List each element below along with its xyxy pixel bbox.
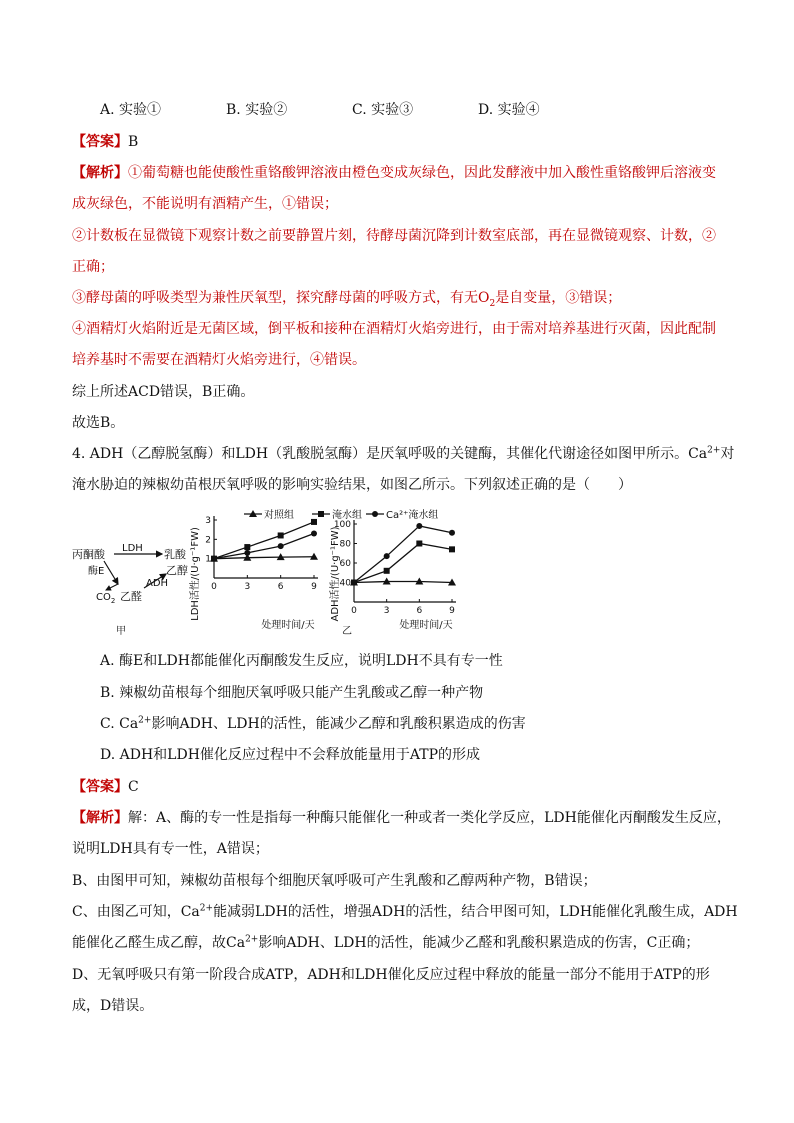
x-tick-label: 9: [449, 606, 455, 616]
q3-analysis-line: ②计数板在显微镜下观察计数之前要静置片刻，待酵母菌沉降到计数室底部，再在显微镜观察、计数，②: [72, 228, 716, 244]
q4-stem-line: 淹水胁迫的辣椒幼苗根厌氧呼吸的影响实验结果，如图乙所示。下列叙述正确的是（ ）: [72, 477, 632, 493]
y-tick-label: 1: [205, 554, 211, 565]
data-point: [311, 519, 317, 525]
x-tick-label: 9: [311, 582, 317, 592]
ldh-enzyme-label: LDH: [122, 543, 143, 554]
enzyme-e-label: 酶E: [88, 566, 105, 577]
x-tick-label: 0: [211, 582, 217, 592]
q4-option-c: [100, 714, 526, 734]
co2-label: $CO_2$: [96, 592, 116, 605]
y-tick-label: 3: [205, 516, 211, 526]
adh-x-axis-label: 处理时间/天: [399, 620, 453, 631]
q3-option-d: D. 实验④: [478, 102, 540, 118]
y-tick-label: 80: [339, 539, 351, 550]
ca-superscript: 2+: [199, 903, 214, 914]
series-line: [354, 582, 452, 583]
q4-stem-text: 对: [720, 446, 735, 462]
q3-analysis-line: 正确；: [72, 259, 114, 275]
data-point: [384, 553, 390, 559]
answer-label: 【答案】: [72, 779, 128, 795]
data-point: [449, 546, 455, 552]
y-tick-label: 100: [333, 520, 351, 530]
o2-subscript: 2: [489, 298, 496, 309]
data-point: [278, 543, 284, 549]
legend-item-ca-flooded: [366, 508, 438, 521]
q3-summary: 综上所述ACD错误，B正确。: [72, 384, 255, 400]
q4-option-b: B. 辣椒幼苗根每个细胞厌氧呼吸只能产生乳酸或乙醇一种产物: [100, 685, 484, 701]
q4-analysis-text: 能催化乙醛生成乙醇，故Ca: [72, 935, 246, 951]
ldh-x-axis-label: 处理时间/天: [261, 620, 315, 631]
data-point: [449, 530, 455, 536]
data-point: [311, 531, 317, 537]
q3-option-b: B. 实验②: [226, 102, 288, 118]
q3-answer: [72, 132, 138, 152]
x-tick-label: 3: [383, 606, 390, 616]
q4-analysis-line: 成，D错误。: [72, 998, 154, 1014]
ldh-y-axis-label: LDH活性/(U·g⁻¹FW): [190, 527, 201, 621]
y-tick-label: 60: [339, 559, 351, 569]
q4-answer-value: C: [128, 779, 139, 795]
x-tick-label: 0: [351, 606, 357, 616]
q3-analysis-line: [72, 288, 621, 308]
q4-stem-line: [72, 444, 734, 464]
acetaldehyde-label: 乙醛: [120, 590, 142, 603]
q3-analysis-line: 培养基时不需要在酒精灯火焰旁进行，④错误。: [72, 352, 366, 368]
lactate-label: 乳酸: [164, 548, 186, 561]
q3-option-a: A. 实验①: [100, 102, 162, 118]
ca-superscript: 2+: [707, 445, 721, 456]
legend-label: 淹水组: [332, 510, 362, 521]
legend-label: 对照组: [264, 510, 294, 521]
q4-figure: [66, 506, 486, 636]
q3-analysis-text: ①葡萄糖也能使酸性重铬酸钾溶液由橙色变成灰绿色，因此发酵液中加入酸性重铬酸钾后溶液变: [128, 165, 716, 181]
ca-superscript: 2+: [245, 934, 259, 945]
q4-option-d: D. ADH和LDH催化反应过程中不会释放能量用于ATP的形成: [100, 747, 481, 763]
panel-a-label: 甲: [116, 626, 126, 636]
q4-analysis-line: [72, 808, 731, 828]
q3-answer-value: B: [128, 134, 139, 150]
q4-analysis-line: B、由图甲可知，辣椒幼苗根每个细胞厌氧呼吸可产生乳酸和乙醇两种产物，B错误；: [72, 873, 597, 889]
x-tick-label: 3: [244, 582, 251, 592]
data-point: [384, 568, 390, 574]
pathway-diagram: [72, 543, 188, 636]
y-tick-label: 2: [205, 535, 211, 546]
q3-conclusion: 故选B。: [72, 415, 125, 431]
enzyme-e-arrow: [104, 561, 118, 584]
q3-option-c: C. 实验③: [352, 102, 414, 118]
ca-superscript: 2+: [138, 715, 152, 726]
data-point: [416, 541, 422, 547]
q3-analysis-line: [72, 163, 716, 183]
q3-analysis-text: 是自变量，③错误；: [495, 290, 622, 306]
q3-analysis-line: 成灰绿色，不能说明有酒精产生，①错误；: [72, 196, 338, 212]
legend-label: Ca²⁺淹水组: [386, 510, 439, 521]
q4-analysis-line: [72, 902, 738, 922]
q4-analysis-line: [72, 933, 699, 953]
q4-analysis-text: 能减弱LDH的活性，增强ADH的活性，结合甲图可知，LDH能催化乳酸生成，ADH: [213, 904, 738, 920]
q4-analysis-line: D、无氧呼吸只有第一阶段合成ATP，ADH和LDH催化反应过程中释放的能量一部分不能用于ATP的形: [72, 967, 710, 983]
legend-item-control: [244, 508, 294, 521]
data-point: [244, 544, 250, 550]
ldh-chart: [188, 516, 318, 631]
q3-analysis-line: ④酒精灯火焰附近是无菌区域，倒平板和接种在酒精灯火焰旁进行，由于需对培养基进行灭菌，因此配制: [72, 321, 716, 337]
answer-label: 【答案】: [72, 134, 128, 150]
series-line: [214, 522, 314, 559]
x-tick-label: 6: [277, 582, 284, 592]
q4-analysis-text: C、由图乙可知，Ca: [72, 904, 200, 920]
co2-arrow: [106, 584, 118, 590]
q4-option-text: 影响ADH、LDH的活性，能减少乙醇和乳酸积累造成的伤害: [151, 716, 526, 732]
data-point: [351, 580, 357, 586]
x-tick-label: 6: [416, 606, 423, 616]
q4-analysis-line: 说明LDH具有专一性，A错误；: [72, 841, 269, 857]
data-point: [244, 550, 250, 556]
adh-chart: [328, 520, 456, 636]
pyruvate-label: 丙酮酸: [72, 548, 105, 561]
q4-option-text: C. Ca: [100, 716, 139, 732]
ethanol-label: 乙醇: [166, 564, 188, 577]
data-point: [416, 523, 422, 529]
analysis-label: 【解析】: [72, 810, 128, 826]
series-line: [354, 544, 452, 583]
adh-enzyme-label: ADH: [146, 578, 169, 589]
q4-option-a: A. 酶E和LDH都能催化丙酮酸发生反应，说明LDH不具有专一性: [100, 653, 503, 669]
series-line: [354, 526, 452, 583]
q4-stem-text: 4. ADH（乙醇脱氢酶）和LDH（乳酸脱氢酶）是厌氧呼吸的关键酶，其催化代谢途径如图甲所示。Ca: [72, 446, 708, 462]
q3-analysis-text: ③酵母菌的呼吸类型为兼性厌氧型，探究酵母菌的呼吸方式，有无O: [72, 290, 490, 306]
panel-b-label: 乙: [342, 626, 352, 636]
analysis-label: 【解析】: [72, 165, 128, 181]
data-point: [278, 532, 284, 538]
q4-answer: [72, 777, 139, 797]
series-line: [214, 557, 314, 559]
q4-analysis-text: 解：A、酶的专一性是指每一种酶只能催化一种或者一类化学反应，LDH能催化丙酮酸发生反应，: [128, 810, 731, 826]
q4-analysis-text: 影响ADH、LDH的活性，能减少乙醛和乳酸积累造成的伤害，C正确；: [258, 935, 700, 951]
data-point: [211, 556, 217, 562]
y-tick-label: 40: [339, 578, 351, 589]
series-line: [214, 534, 314, 559]
adh-y-axis-label: ADH活性/(U·g⁻¹FW): [330, 526, 341, 622]
